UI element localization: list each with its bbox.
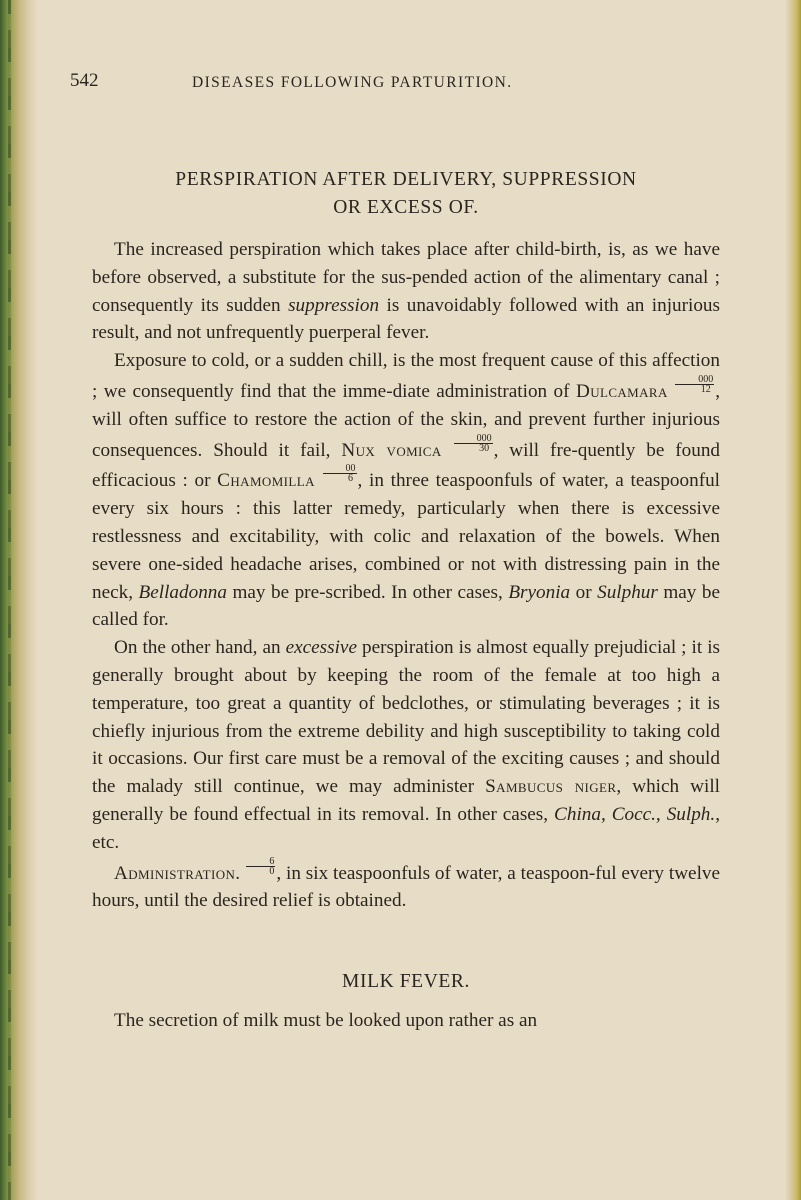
page-number: 542 [70, 70, 99, 91]
fraction-numerator: 000 [675, 375, 714, 385]
paragraph-2-text-g: may be called for. [92, 581, 720, 631]
fraction-denominator: 6 [348, 473, 354, 485]
paragraph-2-text-a: Exposure to cold, or a sudden chill, is the most frequent cause of this affection ; we consequently find that the imme-diate administration of [92, 350, 720, 402]
remedy-list-other: China, Cocc., Sulph. [554, 803, 716, 825]
page-edge-right [785, 0, 801, 1200]
milk-fever-text: The secretion of milk must be looked upon rather as an [114, 1010, 538, 1032]
fraction-denominator: 12 [700, 383, 711, 395]
administration-label: Administration. [114, 862, 241, 884]
fraction-numerator: 00 [323, 464, 357, 474]
remedy-sambucus-niger: Sambucus niger [485, 776, 617, 798]
paragraph-1-text-c: is unavoidably followed with an injurious result, and not unfrequently puerperal fever. [92, 294, 720, 344]
paragraph-3-text-b: perspiration is almost equally prejudicial ; it is generally brought about by keeping the room of the female at too high a temperature, too great a quantity of bedclothes, or stimulating beverages ; it is chiefly injurious from the extreme debility and high susceptibility to taking cold it occasions. Our first care must be a removal of the exciting causes ; and should the malady still continue, we may administer [92, 637, 720, 798]
section-heading-line-1: PERSPIRATION AFTER DELIVERY, SUPPRESSION [175, 169, 637, 190]
book-spine-edge [0, 0, 38, 1200]
paragraph-administration [92, 857, 720, 916]
remedy-belladonna: Belladonna [138, 581, 227, 603]
dose-fraction-chamomilla [323, 464, 357, 483]
dose-fraction-nux [454, 434, 493, 453]
running-title: DISEASES FOLLOWING PARTURITION. [192, 74, 513, 91]
remedy-chamomilla: Chamomilla [217, 470, 315, 492]
remedy-bryonia: Bryonia [508, 581, 571, 603]
milk-fever-heading: MILK FEVER. [342, 971, 470, 993]
dose-fraction-dulcamara [675, 375, 714, 394]
section-heading-line-2: OR EXCESS OF. [333, 197, 479, 218]
fraction-denominator: 30 [479, 442, 490, 454]
section-body [92, 236, 720, 915]
paragraph-2-text-e: may be pre-scribed. In other cases, [226, 581, 509, 603]
paragraph-2-text-f: or [570, 581, 598, 603]
fraction-numerator: 000 [454, 434, 493, 444]
remedy-nux-vomica: Nux vomica [341, 439, 442, 461]
remedy-sulphur: Sulphur [597, 581, 658, 603]
paragraph-2 [92, 347, 720, 634]
fraction-denominator: 0 [269, 865, 275, 877]
fraction-numerator: 6 [246, 857, 275, 867]
emphasis-excessive: excessive [285, 637, 357, 659]
paragraph-3 [92, 634, 720, 856]
paragraph-1 [92, 236, 720, 347]
emphasis-suppression: suppression [288, 294, 380, 316]
paragraph-1-text-a: The increased perspiration which takes place after child-birth, is, as we have before observed, a substitute for the sus-pended action of the alimentary canal ; consequently its sudden [92, 239, 720, 316]
remedy-dulcamara: Dulcamara [575, 380, 668, 402]
paragraph-2-text-d: , in three teaspoonfuls of water, a teaspoonful every six hours : this latter remedy, particularly when there is excessive restlessness and excitability, with colic and relaxation of the bowels. When severe one-sided headache arises, combined or not with distressing pain in the neck, [92, 470, 721, 603]
paragraph-3-text-a: On the other hand, an [114, 637, 286, 659]
paragraph-3-text-d: , etc. [92, 803, 720, 853]
paragraph-2-text-b: , will often suffice to restore the action of the skin, and prevent further injurious consequences. Should it fail, [92, 380, 720, 461]
paragraph-3-text-c: , which will generally be found effectual in its removal. In other cases, [92, 776, 720, 825]
dose-fraction-administration [246, 857, 275, 876]
administration-text: , in six teaspoonfuls of water, a teaspoon-ful every twelve hours, until the desired relief is obtained. [92, 862, 721, 912]
book-page [70, 70, 721, 1035]
running-head [70, 70, 720, 104]
paragraph-2-text-c: , will fre-quently be found efficacious : or [92, 439, 721, 492]
section-heading [92, 166, 720, 222]
